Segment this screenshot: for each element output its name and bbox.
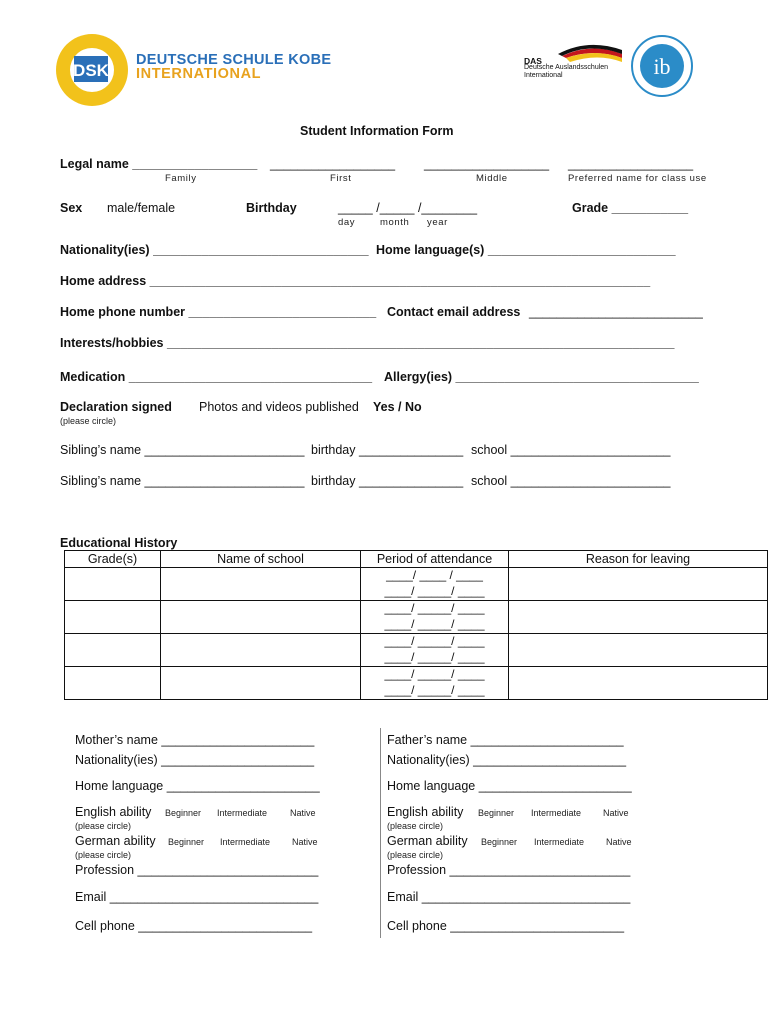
svg-text:DSK: DSK — [73, 61, 109, 80]
father-english-beginner[interactable]: Beginner — [478, 808, 515, 818]
mother-english-label: English ability — [75, 805, 152, 819]
table-row — [65, 568, 768, 601]
mother-german-circle-note: (please circle) — [75, 850, 132, 860]
school-name-line1: DEUTSCHE SCHULE KOBE — [136, 52, 332, 68]
mother-english-intermediate[interactable]: Intermediate — [217, 808, 268, 818]
middle-name-field[interactable]: __________________ — [424, 157, 550, 171]
father-email-field[interactable]: Email ______________________________ — [387, 890, 631, 904]
school-name-line2: INTERNATIONAL — [136, 66, 262, 82]
dsk-school-logo — [54, 32, 130, 108]
form-title: Student Information Form — [300, 124, 454, 138]
year-caption: year — [427, 217, 448, 228]
father-name-field[interactable]: Father’s name ______________________ — [387, 733, 624, 747]
column-header-reason: Reason for leaving — [509, 551, 768, 568]
birthday-field[interactable]: _____ /_____ /________ — [338, 201, 478, 215]
contact-email-field[interactable]: _________________________ — [529, 305, 703, 319]
sibling-2-birthday-field[interactable]: birthday _______________ — [311, 474, 464, 488]
sibling-1-name-field[interactable]: Sibling’s name _______________________ — [60, 443, 305, 457]
mother-german-beginner[interactable]: Beginner — [168, 837, 205, 847]
preferred-name-field[interactable]: __________________ — [568, 157, 694, 171]
reason-cell[interactable] — [509, 667, 768, 700]
period-from: ____/ _____/ ____ — [384, 601, 485, 615]
school-cell[interactable] — [161, 634, 361, 667]
day-caption: day — [338, 217, 356, 228]
father-english-circle-note: (please circle) — [387, 821, 444, 831]
ib-world-school-logo — [630, 34, 694, 98]
column-header-school: Name of school — [161, 551, 361, 568]
declaration-label: Declaration signed — [60, 400, 172, 414]
educational-history-heading: Educational History — [60, 536, 178, 550]
grade-field[interactable]: Grade ___________ — [572, 201, 689, 215]
mother-home-language-field[interactable]: Home language ______________________ — [75, 779, 320, 793]
please-circle-note: (please circle) — [60, 416, 117, 426]
father-english-native[interactable]: Native — [603, 808, 629, 818]
table-row — [65, 634, 768, 667]
mother-name-field[interactable]: Mother’s name ______________________ — [75, 733, 315, 747]
period-cell[interactable] — [361, 601, 509, 634]
father-german-intermediate[interactable]: Intermediate — [534, 837, 585, 847]
father-profession-field[interactable]: Profession __________________________ — [387, 863, 631, 877]
birthday-label: Birthday — [246, 201, 297, 215]
das-title: DAS — [524, 56, 542, 66]
column-header-grades: Grade(s) — [65, 551, 161, 568]
father-english-intermediate[interactable]: Intermediate — [531, 808, 582, 818]
father-home-language-field[interactable]: Home language ______________________ — [387, 779, 632, 793]
mother-nationality-field[interactable]: Nationality(ies) ______________________ — [75, 753, 315, 767]
period-to: ____/ _____/ ____ — [384, 650, 485, 664]
parents-divider — [380, 728, 381, 938]
home-phone-field[interactable]: Home phone number ___________________________ — [60, 305, 377, 319]
school-cell[interactable] — [161, 667, 361, 700]
table-header-row — [65, 551, 768, 568]
father-nationality-field[interactable]: Nationality(ies) ______________________ — [387, 753, 627, 767]
sibling-2-name-field[interactable]: Sibling’s name _______________________ — [60, 474, 305, 488]
period-to: ____/ _____/ ____ — [384, 617, 485, 631]
allergies-field[interactable]: Allergy(ies) ___________________________________ — [384, 370, 699, 384]
sibling-2-school-field[interactable]: school _______________________ — [471, 474, 671, 488]
father-german-circle-note: (please circle) — [387, 850, 444, 860]
period-cell[interactable] — [361, 568, 509, 601]
father-english-label: English ability — [387, 805, 464, 819]
mother-email-field[interactable]: Email ______________________________ — [75, 890, 319, 904]
home-language-field[interactable]: Home language(s) ___________________________ — [376, 243, 676, 257]
contact-email-label: Contact email address — [387, 305, 521, 319]
mother-profession-field[interactable]: Profession __________________________ — [75, 863, 319, 877]
period-cell[interactable] — [361, 667, 509, 700]
father-cell-field[interactable]: Cell phone _________________________ — [387, 919, 625, 933]
reason-cell[interactable] — [509, 634, 768, 667]
mother-cell-field[interactable]: Cell phone _________________________ — [75, 919, 313, 933]
school-cell[interactable] — [161, 568, 361, 601]
mother-german-intermediate[interactable]: Intermediate — [220, 837, 271, 847]
sibling-1-school-field[interactable]: school _______________________ — [471, 443, 671, 457]
grade-cell[interactable] — [65, 568, 161, 601]
father-german-beginner[interactable]: Beginner — [481, 837, 518, 847]
educational-history-table — [64, 550, 768, 700]
period-to: ____/ _____/ ____ — [384, 584, 485, 598]
period-from: ____/ _____/ ____ — [384, 634, 485, 648]
mother-english-native[interactable]: Native — [290, 808, 316, 818]
grade-cell[interactable] — [65, 634, 161, 667]
nationality-field[interactable]: Nationality(ies) _______________________________ — [60, 243, 369, 257]
period-from: ____/ _____/ ____ — [384, 667, 485, 681]
das-subtitle-2: International — [524, 72, 563, 79]
middle-caption: Middle — [476, 173, 508, 184]
interests-field[interactable]: Interests/hobbies _________________________________________________________________________ — [60, 336, 675, 350]
das-subtitle: Deutsche Auslandsschulen — [524, 64, 609, 71]
first-name-field[interactable]: __________________ — [270, 157, 396, 171]
father-german-label: German ability — [387, 834, 468, 848]
photos-label: Photos and videos published — [199, 400, 359, 414]
school-cell[interactable] — [161, 601, 361, 634]
preferred-caption: Preferred name for class use — [568, 173, 707, 184]
yes-no-options[interactable]: Yes / No — [373, 400, 422, 414]
table-row — [65, 601, 768, 634]
reason-cell[interactable] — [509, 568, 768, 601]
period-from: ____/ ____ / ____ — [386, 568, 483, 582]
first-caption: First — [330, 173, 352, 184]
family-caption: Family — [165, 173, 197, 184]
period-cell[interactable] — [361, 634, 509, 667]
grade-cell[interactable] — [65, 667, 161, 700]
legal-name-field[interactable]: Legal name __________________ — [60, 157, 258, 171]
mother-english-circle-note: (please circle) — [75, 821, 132, 831]
grade-cell[interactable] — [65, 601, 161, 634]
father-german-native[interactable]: Native — [606, 837, 632, 847]
home-address-field[interactable]: Home address ________________________________________________________________________ — [60, 274, 651, 288]
medication-field[interactable]: Medication ___________________________________ — [60, 370, 373, 384]
reason-cell[interactable] — [509, 601, 768, 634]
month-caption: month — [380, 217, 410, 228]
table-row — [65, 667, 768, 700]
sibling-1-birthday-field[interactable]: birthday _______________ — [311, 443, 464, 457]
mother-english-beginner[interactable]: Beginner — [165, 808, 202, 818]
sex-options[interactable]: male/female — [107, 201, 176, 215]
period-to: ____/ _____/ ____ — [384, 683, 485, 697]
sex-label: Sex — [60, 201, 83, 215]
column-header-period: Period of attendance — [361, 551, 509, 568]
mother-german-label: German ability — [75, 834, 156, 848]
mother-german-native[interactable]: Native — [292, 837, 318, 847]
svg-text:ib: ib — [653, 54, 671, 79]
